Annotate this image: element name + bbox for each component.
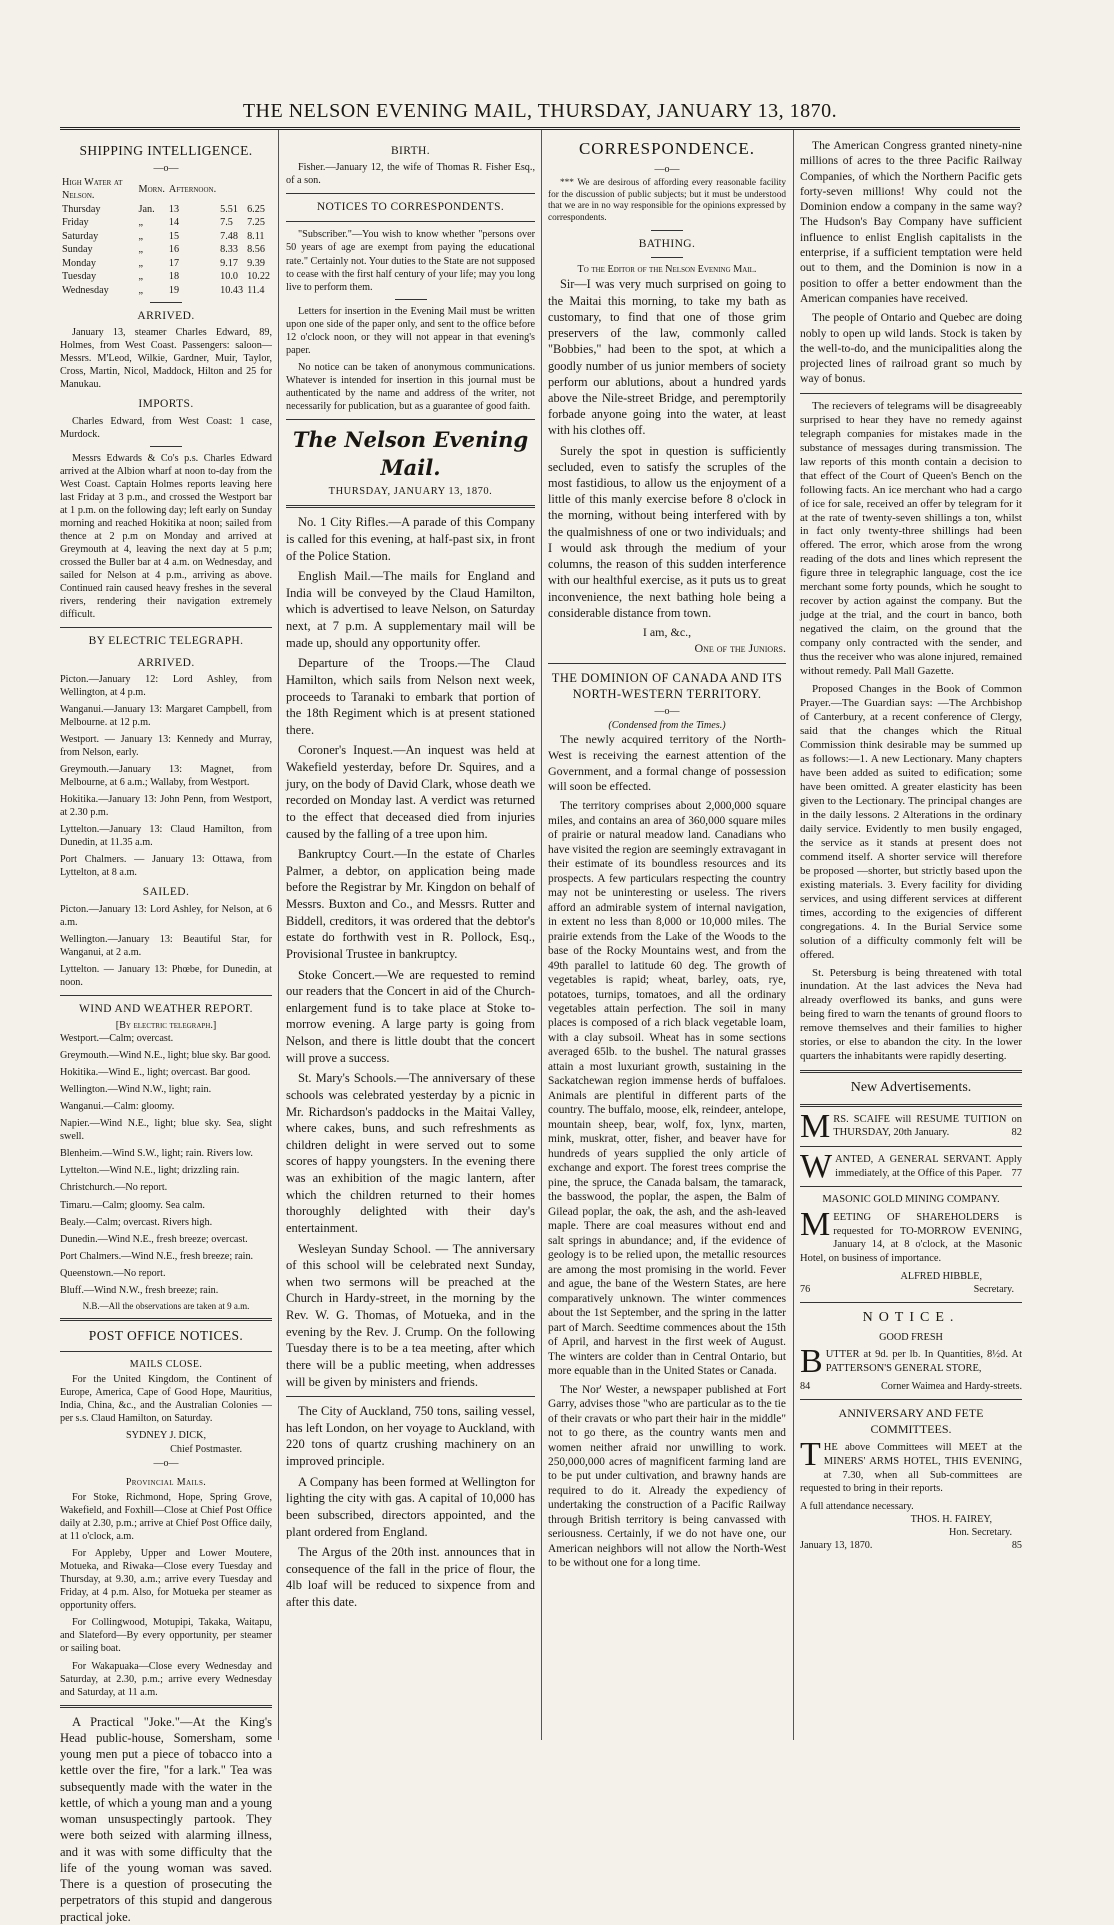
ad-text: HE above Committees will MEET at the MINERS' ARMS HOTEL, THIS EVENING, at 7.30, when all Sub-committees are requested to bring in their reports. bbox=[800, 1442, 1022, 1495]
divider bbox=[651, 230, 683, 231]
tide-cell-mon: „ bbox=[138, 257, 144, 269]
bathing-title: BATHING. bbox=[638, 238, 696, 251]
tide-cell-mon: „ bbox=[138, 230, 144, 242]
letter-paragraph-2: Surely the spot in question is sufficiently secluded, even to satisfy the scruples of the most fastidious, to allow us the enjoyment of a little of this manly exercise before 8 o'clock in the morning, without being interfered with by the qualmishness of one or two individuals; and I would ask through the medium of your columns, the reason of this sudden interference with our healthful exercise, as it puts us to great inconvenience, the next bathing hole being a considerable distance from town. bbox=[548, 443, 786, 620]
tide-row bbox=[60, 270, 272, 283]
telegraph-sailed-item: Picton.—January 13: Lord Ashley, for Nelson, at 6 a.m. bbox=[60, 903, 272, 928]
section-rule bbox=[60, 1318, 272, 1321]
practical-joke-article: A Practical "Joke."—At the King's Head public-house, Somersham, some young men put a piece of tobacco into a kettle over the fire, "for a lark." Tea was subsequently made with the water in the kettle, of which a young man and a young woman unsuspectingly partook. They were both seized with alarming illness, and it was with some difficulty that the life of the young woman was saved. There is a question of prosecuting the perpetrators of this stupid and dangerous practical joke. bbox=[60, 1714, 272, 1924]
tide-row bbox=[60, 216, 272, 229]
tide-cell-m: 9.17 bbox=[220, 257, 238, 269]
tide-header-place: High Water at Nelson. bbox=[62, 177, 123, 202]
telegraph-arrived-item: Lyttelton.—January 13: Claud Hamilton, from Dunedin, at 11.35 a.m. bbox=[60, 824, 272, 849]
ad-butter bbox=[800, 1343, 1022, 1381]
tide-cell-day: Wednesday bbox=[62, 284, 109, 296]
tide-row bbox=[60, 230, 272, 243]
shipping-title: SHIPPING INTELLIGENCE. bbox=[79, 143, 253, 158]
telegraph-arrived-item: Picton.—January 12: Lord Ashley, from Wellington, at 4 p.m. bbox=[60, 673, 272, 698]
section-rule bbox=[548, 663, 786, 664]
tide-row bbox=[60, 257, 272, 270]
provincial-mails-heading: Provincial Mails. bbox=[125, 1476, 207, 1488]
weather-report-item: Hokitika.—Wind E., light; overcast. Bar good. bbox=[60, 1067, 251, 1079]
tide-cell-day: Tuesday bbox=[62, 271, 97, 283]
tide-cell-d: 18 bbox=[168, 271, 180, 283]
telegraph-arrived-heading: ARRIVED. bbox=[137, 656, 195, 669]
tide-cell-mon: „ bbox=[138, 284, 144, 296]
tide-cell-m: 10.0 bbox=[220, 271, 238, 283]
tide-cell-d: 16 bbox=[168, 244, 180, 256]
weather-report-item: Wanganui.—Calm: gloomy. bbox=[60, 1101, 175, 1113]
column-1 bbox=[60, 138, 272, 1924]
telegraph-arrived-item: Greymouth.—January 13: Magnet, from Melbourne, at 6 a.m.; Wallaby, from Westport. bbox=[60, 763, 272, 789]
st-petersburg-article: St. Petersburg is being threatened with total inundation. At the last advices the Neva had already overflowed its banks, and guns were being fired to warn the tenants of ground floors to remove themselves and their families to higher stories, or else to abandon the city. In the lower quarters the inhabitants were rapidly deserting. bbox=[800, 966, 1022, 1063]
weather-report-item: Port Chalmers.—Wind N.E., fresh breeze; rain. bbox=[60, 1250, 254, 1262]
section-rule bbox=[60, 995, 272, 996]
masonic-heading: MASONIC GOLD MINING COMPANY. bbox=[822, 1194, 1000, 1206]
column-rule bbox=[541, 130, 542, 1740]
ontario-paragraph: The people of Ontario and Quebec are doing nobly to open up wild lands. Stock is taken by the well-to-do, and the municipalities along the projected lines of railroad grant so much by way of bonus. bbox=[800, 311, 1022, 386]
tide-header-afternoon: Afternoon. bbox=[168, 183, 217, 195]
news-item: Departure of the Troops.—The Claud Hamilton, which sails from Nelson next week, proceeds to Taranaki to embark that portion of the 18th Regiment which is at present stationed there. bbox=[286, 656, 535, 737]
tide-cell-day: Thursday bbox=[62, 203, 101, 215]
divider bbox=[651, 257, 683, 258]
butter-footer bbox=[800, 1380, 1022, 1393]
dominion-paragraph-1: The newly acquired territory of the North-West is receiving the earnest attention of the Government, and a formal change of possession will soon be effected. bbox=[548, 731, 786, 794]
prayer-book-article: Proposed Changes in the Book of Common Prayer.—The Guardian says: —The Archbishop of Canterbury, at a recent conference of Clergy, said that the changes which the Ritual Commission think desirable may be summed up as follows:—1. A new Lectionary. Many chapters have been added as suited to edification; some have been omitted. A greater elasticity has been given to the Lectionary. The principal changes are in the daily lessons. 2 Alterations in the ordinary daily service. Evidently to men busily engaged, the service as it stands at present does not commend itself. A shorter service will therefore be proposed —shorter, but strictly based upon the existing materials. 3. Every facility for dividing services, and using different services at different times, according to the exigencies of different congregations. 4. In the Burial Service some solution of a difficulty commonly felt will be offered. bbox=[800, 683, 1022, 961]
news-item: Bankruptcy Court.—In the estate of Charles Palmer, a debtor, on application being made before the Registrar by Mr. Kingdon on behalf of Messrs. Buxton and Co., and Messrs. Rutter and Biddell, creditors, it was ordered that the debtor's estate do forthwith vest in R. Pollock, Esq., Provisional Trustee in bankruptcy. bbox=[286, 847, 535, 961]
ad-number: 77 bbox=[1011, 1167, 1022, 1179]
tide-row bbox=[60, 243, 272, 256]
tide-header-morn: Morn. bbox=[138, 183, 165, 195]
provincial-mail-item: For Wakapuaka—Close every Wednesday and Saturday, at 2.30, p.m.; arrive every Wednesday and Saturday, at 11 a.m. bbox=[60, 1660, 272, 1698]
telegraph-arrived-item: Wanganui.—January 13: Margaret Campbell, from Melbourne. at 12 p.m. bbox=[60, 703, 272, 728]
anniversary-heading: ANNIVERSARY AND FETE COMMITTEES. bbox=[838, 1405, 984, 1436]
news-item: English Mail.—The mails for England and India will be conveyed by the Claud Hamilton, which is advertised to leave Nelson, on Saturday next, at 7 p.m. A supplementary mail will be made up, should any opportunity offer. bbox=[286, 569, 535, 650]
butter-address: Corner Waimea and Hardy-streets. bbox=[881, 1380, 1022, 1392]
dropcap: M bbox=[800, 1107, 831, 1145]
section-rule bbox=[286, 221, 535, 222]
tide-cell-day: Friday bbox=[62, 217, 89, 229]
weather-report-item: Wellington.—Wind N.W., light; rain. bbox=[60, 1084, 212, 1096]
news-item: St. Mary's Schools.—The anniversary of these schools was celebrated yesterday by a picnic in Mr. Richardson's paddocks in the Maitai Valley, where cakes, buns, and such refreshments as children delight in were served out to some scores of happy youngsters. In the evening there was an exhibition of the magic lantern, after which the children returned to their homes thoroughly delighted with their day's entertainment. bbox=[286, 1071, 535, 1235]
butter-heading: GOOD FRESH bbox=[879, 1332, 943, 1344]
anniversary-note: A full attendance necessary. bbox=[800, 1500, 914, 1512]
news-item: A Company has been formed at Wellington for lighting the city with gas. A capital of 10,000 has been subscribed, directors appointed, and the plant ordered from England. bbox=[286, 1474, 535, 1539]
weather-report-item: Christchurch.—No report. bbox=[60, 1182, 168, 1194]
provincial-mail-item: For Stoke, Richmond, Hope, Spring Grove, Wakefield, and Foxhill—Close at Chief Post Office daily at 2.30, p.m.; arrive at Chief Post Office daily, at 11 o'clock, a.m. bbox=[60, 1491, 272, 1543]
post-title: POST OFFICE NOTICES. bbox=[88, 1328, 244, 1344]
ad-general-servant bbox=[800, 1148, 1022, 1186]
weather-subtitle: [By electric telegraph.] bbox=[115, 1019, 217, 1031]
section-rule bbox=[800, 1104, 1022, 1107]
mails-close-text: For the United Kingdom, the Continent of Europe, America, Cape of Good Hope, Mauritius, India, China, &c., and the Australian Colonies —per s.s. Claud Hamilton, on Saturday. bbox=[60, 1374, 272, 1425]
section-rule bbox=[60, 627, 272, 628]
tide-cell-a: 8.56 bbox=[247, 244, 265, 256]
ad-number: 82 bbox=[1011, 1127, 1022, 1139]
birth-text: Fisher.—January 12, the wife of Thomas R. Fisher Esq., of a son. bbox=[286, 162, 535, 187]
provincial-mail-item: For Appleby, Upper and Lower Moutere, Motueka, and Riwaka—Close every Tuesday and Thursday, at 9.30, a.m.; arrive every Tuesday and Friday, at 4 p.m. Also, for Motueka per steamer as opportunity offers. bbox=[60, 1548, 272, 1612]
masonic-signature-title: Secretary. bbox=[973, 1283, 1014, 1295]
tide-table bbox=[60, 176, 272, 297]
letter-signature: One of the Juniors. bbox=[694, 640, 786, 655]
dominion-subtitle: (Condensed from the Times.) bbox=[608, 719, 726, 731]
news-item: Wesleyan Sunday School. — The anniversary of this school will be celebrated next Sunday, when two sermons will be preached at the Church in Hardy-street, in the morning by the Rev. W. G. Thomas, of Motueka, and in the evening by the Rev. J. Crump. On the following Tuesday there is to be a tea meeting, after which there will be a public meeting, when addresses will be given by ministers and friends. bbox=[286, 1241, 535, 1389]
provincial-mail-item: For Collingwood, Motupipi, Takaka, Waitapu, and Slateford—By every opportunity, per steamer or sailing boat. bbox=[60, 1617, 272, 1655]
news-item: No. 1 City Rifles.—A parade of this Company is called for this evening, at half-past six, in front of the Police Station. bbox=[286, 515, 535, 563]
new-advertisements-title: New Advertisements. bbox=[850, 1080, 972, 1096]
tide-cell-day: Sunday bbox=[62, 244, 93, 256]
dropcap: M bbox=[800, 1206, 831, 1244]
arrived-heading: ARRIVED. bbox=[137, 310, 195, 323]
tide-cell-m: 5.51 bbox=[220, 203, 238, 215]
telegraph-sailed-heading: SAILED. bbox=[142, 886, 190, 899]
tide-cell-day: Saturday bbox=[62, 230, 99, 242]
tide-cell-a: 10.22 bbox=[247, 271, 270, 283]
weather-report-item: Dunedin.—Wind N.E., fresh breeze; overcast. bbox=[60, 1233, 248, 1245]
notices-title: NOTICES TO CORRESPONDENTS. bbox=[316, 201, 505, 214]
ad-number: 76 bbox=[800, 1283, 811, 1295]
postmaster-name: SYDNEY J. DICK, bbox=[126, 1430, 206, 1442]
dropcap: W bbox=[800, 1148, 833, 1186]
section-rule bbox=[800, 393, 1022, 394]
paper-title: The Nelson Evening Mail. bbox=[292, 427, 529, 480]
paper-date: THURSDAY, JANUARY 13, 1870. bbox=[328, 486, 493, 498]
section-rule bbox=[800, 1070, 1022, 1073]
anniversary-signature-title: Hon. Secretary. bbox=[949, 1526, 1012, 1538]
dropcap: B bbox=[800, 1343, 823, 1381]
telegraph-sailed-item: Lyttelton. — January 13: Phœbe, for Dunedin, at noon. bbox=[60, 963, 272, 988]
weather-report-item: Greymouth.—Wind N.E., light; blue sky. Bar good. bbox=[60, 1050, 271, 1062]
ad-masonic-meeting bbox=[800, 1206, 1022, 1266]
column-2 bbox=[286, 138, 535, 1738]
news-item: The Argus of the 20th inst. announces that in consequence of the fall in the price of flour, the 4lb loaf will be reduced to sixpence from and after this date. bbox=[286, 1545, 535, 1610]
weather-report-item: Bluff.—Wind N.W., fresh breeze; rain. bbox=[60, 1284, 219, 1296]
section-rule bbox=[286, 1396, 535, 1397]
section-rule bbox=[800, 1146, 1022, 1147]
tide-row bbox=[60, 203, 272, 216]
ad-text: UTTER at 9d. per lb. In Quantities, 8½d. At PATTERSON'S GENERAL STORE, bbox=[825, 1349, 1022, 1374]
section-rule bbox=[60, 1351, 272, 1352]
edwards-report: Messrs Edwards & Co's p.s. Charles Edward arrived at the Albion wharf at noon to-day from the West Coast. Captain Holmes reports leaving here last Friday at 3 p.m., and crossed the Westport bar at 1 p.m. on the following day; left early on Sunday morning and reached Hokitika at noon; sailed from thence at 2 p.m on Monday and arrived at Greymouth at 4, leaving the next day at 5 p.m; crossed the Buller bar at 4 a.m. on Wednesday, and sailed for Nelson at 4 p.m., arriving as above. Continued rain caused heavy freshes in the several rivers, rendering their navigation extremely difficult. bbox=[60, 452, 272, 621]
weather-report-item: Bealy.—Calm; overcast. Rivers high. bbox=[60, 1216, 213, 1228]
anniversary-footer bbox=[800, 1539, 1022, 1552]
column-rule bbox=[278, 130, 279, 1740]
weather-report-item: Queenstown.—No report. bbox=[60, 1267, 166, 1279]
section-rule bbox=[800, 1399, 1022, 1400]
ad-number: 84 bbox=[800, 1380, 811, 1392]
notice-letters: Letters for insertion in the Evening Mail must be written upon one side of the paper only, and sent to the office before 12 o'clock noon, or they will not appear in that evening's paper. bbox=[286, 305, 535, 356]
masonic-signature: ALFRED HIBBLE, bbox=[900, 1270, 982, 1282]
telegraph-sailed-item: Wellington.—January 13: Beautiful Star, for Wanganui, at 2 a.m. bbox=[60, 933, 272, 958]
postmaster-title: Chief Postmaster. bbox=[170, 1443, 242, 1455]
tide-cell-mon: „ bbox=[138, 271, 144, 283]
section-rule bbox=[800, 1186, 1022, 1187]
tide-cell-m: 7.5 bbox=[220, 217, 233, 229]
section-rule bbox=[286, 193, 535, 194]
telegram-article: The recievers of telegrams will be disagreeably surprised to hear they have no remedy against telegraph companies for mistakes made in the substance of messages during transmission. The law reports of this month contain a decision to that effect of the Court of Queen's Bench on the following facts. An ice merchant who had a cargo of ice for sale, received an offer by telegram for it at the rate of twenty-seven shillings a ton, whilst in fact only twenty-three shillings had been offered. The error, which arose from the wrong reading of the dots and lines which represent the figure three in telegraphic language, cost the ice merchant some forty pounds, which he sought to recover by action against the company. But the judge at the trial, and the court in banco, both negatived the claim, on the ground that the company only contracted with the sender, and thus the receiver who was alone injured, remained without remedy. Pall Mall Gazette. bbox=[800, 399, 1022, 678]
masthead: THE NELSON EVENING MAIL, THURSDAY, JANUARY 13, 1870. bbox=[242, 100, 838, 122]
ad-text: EETING OF SHAREHOLDERS is requested for TO-MORROW EVENING, January 14, at 8 o'clock, at the Masonic Hotel, on business of importance. bbox=[800, 1212, 1022, 1265]
weather-report-item: Timaru.—Calm; gloomy. Sea calm. bbox=[60, 1199, 205, 1211]
tide-cell-d: 19 bbox=[168, 284, 180, 296]
section-rule bbox=[286, 505, 535, 508]
ad-anniversary-committees bbox=[800, 1436, 1022, 1496]
separator: —o— bbox=[654, 705, 680, 717]
separator: —o— bbox=[153, 1457, 179, 1469]
news-item: The City of Auckland, 750 tons, sailing vessel, has left London, on her voyage to Auckland, with 220 tons of quartz crushing machinery on an improved principle. bbox=[286, 1404, 535, 1469]
news-item: Coroner's Inquest.—An inquest was held at Wakefield yesterday, before Dr. Squires, and a jury, on the body of David Clark, whose death we recorded on Monday last. A verdict was returned to the effect that deceased died from injuries caused by the falling of a tree upon him. bbox=[286, 743, 535, 841]
column-rule bbox=[793, 130, 794, 1740]
weather-note: N.B.—All the observations are taken at 9 a.m. bbox=[82, 1300, 250, 1311]
telegraph-title: BY ELECTRIC TELEGRAPH. bbox=[88, 635, 244, 648]
imports-text: Charles Edward, from West Coast: 1 case, Murdock. bbox=[60, 415, 272, 440]
weather-report-item: Westport.—Calm; overcast. bbox=[60, 1033, 174, 1045]
weather-report-item: Lyttelton.—Wind N.E., light; drizzling rain. bbox=[60, 1165, 240, 1177]
tide-row bbox=[60, 284, 272, 297]
tide-cell-day: Monday bbox=[62, 257, 96, 269]
telegraph-arrived-item: Hokitika.—January 13: John Penn, from Westport, at 2.30 p.m. bbox=[60, 794, 272, 819]
ad-number: 85 bbox=[1011, 1540, 1022, 1552]
birth-title: BIRTH. bbox=[390, 145, 431, 157]
anniversary-signature: THOS. H. FAIREY, bbox=[910, 1513, 992, 1525]
ad-text: RS. SCAIFE will RESUME TUITION on THURSDAY, 20th January. bbox=[833, 1113, 1022, 1139]
ad-text: ANTED, A GENERAL SERVANT. Apply immediately, at the Office of this Paper. bbox=[835, 1154, 1022, 1179]
tide-cell-a: 6.25 bbox=[247, 203, 265, 215]
telegraph-arrived-item: Westport. — January 13: Kennedy and Murray, from Nelson, early. bbox=[60, 733, 272, 758]
weather-report-item: Napier.—Wind N.E., light; blue sky. Sea, slight swell. bbox=[60, 1118, 272, 1143]
tide-cell-mon: Jan. bbox=[138, 203, 155, 215]
separator: —o— bbox=[654, 164, 680, 176]
divider bbox=[395, 299, 427, 300]
dominion-paragraph-3: The Nor' Wester, a newspaper published at Fort Garry, advises those "who are particular as to the tie of their cravats or who part their hair in the middle" not to go there, as the country wants men and women neither afraid nor unwilling to work. 250,000,000 acres of magnificent farming land are to be put under cultivation, and brawny hands are required to do it. Already the expediency of undertaking the construction of a Pacific Railway through British territory is being canvassed with seriousness. Certainly, if we do not have one, our American neighbors will not allow the North-West to be without one for a long time. bbox=[548, 1383, 786, 1570]
tide-cell-mon: „ bbox=[138, 244, 144, 256]
section-rule bbox=[800, 1302, 1022, 1303]
tide-cell-mon: „ bbox=[138, 217, 144, 229]
letter-salutation: To the Editor of the Nelson Evening Mail. bbox=[577, 264, 757, 276]
tide-cell-m: 10.43 bbox=[220, 284, 244, 296]
tide-cell-a: 11.4 bbox=[247, 284, 265, 296]
divider bbox=[150, 302, 182, 303]
separator: —o— bbox=[153, 162, 179, 174]
masthead-rule bbox=[60, 127, 1020, 130]
dominion-paragraph-2: The territory comprises about 2,000,000 square miles, and contains an area of 360,000 square miles of prairie or natural meadow land. Canadians who have visited the region are seemingly extravagant in their estimate of its boundless resources and its prospects. A few particulars respecting the country may not be uninteresting or useless. The rivers afford an admirable system of internal navigation, in extent no less than 8,000 or 10,000 miles. The prairie extends from the Lake of the Woods to the base of the Rocky Mountains west, and from the 49th parallel to latitude 60 deg. The growth of vegetables is rapid; wheat, barley, oats, rye, potatoes, turnips, tomatoes, and all the ordinary vegetables attain perfection. The soil in many places is composed of a rich black vegetable loam, with a clay subsoil. Wheat has in some sections averaged 65lb. to the bushel. The natural grasses attain a most luxuriant growth, sustaining in the Sackatchewan region immense herds of buffaloes. Animals are plentiful in different parts of the country. The buffalo, moose, elk, reindeer, antelope, mountain sheep, bear, wolf, fox, lynx, marten, mink, muskrat, otter, fisher, and beaver have for hundreds of years supplied the only article of exchange and export. The forest trees comprise the pine, the spruce, the Canada balsam, the tamarack, the basswood, the poplar, the aspen, the Balm of Gilead poplar, the oak, the ash, and the ash-leaved maple. There are coal measures without end and salt springs in abundance; and, if the evidence of geology is to be relied upon, the metallic resources are among the most promising in the world. Fever and ague, the bane of the Western States, are here comparatively unknown. The winter commences about the 1st September, and the spring in the latter part of March. Seedtime commences about the 15th of April, and harvest in the first week of August. The winters are colder than in Central Ontario, but more equable than in the United States or Canada. bbox=[548, 800, 786, 1378]
section-rule bbox=[60, 1705, 272, 1708]
section-rule bbox=[286, 419, 535, 420]
tide-cell-m: 7.48 bbox=[220, 230, 238, 242]
tide-cell-d: 14 bbox=[168, 217, 180, 229]
notice-heading: NOTICE. bbox=[862, 1309, 960, 1325]
news-item: Stoke Concert.—We are requested to remind our readers that the Concert in aid of the Church-enlargement fund is to take place at Stoke to-morrow evening. A large party is going from Nelson, and there is little doubt that the concert will prove a success. bbox=[286, 967, 535, 1065]
railway-paragraph: The American Congress granted ninety-nine millions of acres to the three Pacific Railway Companies, of which the Northern Pacific gets forty-seven millions! Why could not the Dominion endow a company in the same way? The Hudson's Bay Company have sufficient influence to enlist English capitalists in the enterprise, if a sufficient temptation were held out to them, and the Dominion is now in a position to offer a better endowment than the American companies have received. bbox=[800, 139, 1022, 305]
notice-anonymous: No notice can be taken of anonymous communications. Whatever is intended for insertion in this journal must be authenticated by the name and address of the writer, not necessarily for publication, but as a guarantee of good faith. bbox=[286, 361, 535, 412]
divider bbox=[150, 446, 182, 447]
weather-report-item: Blenheim.—Wind S.W., light; rain. Rivers low. bbox=[60, 1148, 253, 1160]
arrived-text: January 13, steamer Charles Edward, 89, Holmes, from West Coast. Passengers: saloon—Messrs. M'Leod, Wilkie, Gardner, Muir, Taylor, Cross, Martin, Nicol, Maddock, Hilton and 25 for Manukau. bbox=[60, 327, 272, 391]
correspondence-title: CORRESPONDENCE. bbox=[578, 139, 756, 158]
ad-scaife-tuition bbox=[800, 1107, 1022, 1145]
weather-title: WIND AND WEATHER REPORT. bbox=[79, 1002, 253, 1015]
tide-cell-a: 9.39 bbox=[247, 257, 265, 269]
letter-closing: I am, &c., bbox=[642, 625, 692, 639]
correspondence-disclaimer: *** We are desirous of affording every reasonable facility for the discussion of public subjects; but it must be understood that we are in no way responsible for the opinions expressed by correspondents. bbox=[548, 177, 786, 224]
masonic-footer bbox=[800, 1283, 1022, 1296]
notice-subscriber: "Subscriber."—You wish to know whether "persons over 50 years of age are exempt from paying the educational rate." Certainly not. Your duties to the State are not supposed to cease with the first half century of your life; may you long live to perform them. bbox=[286, 229, 535, 293]
mails-close-heading: MAILS CLOSE. bbox=[129, 1359, 203, 1371]
dropcap: T bbox=[800, 1436, 821, 1474]
letter-paragraph-1: Sir—I was very much surprised on going to the Maitai this morning, to take my bath as customary, to find that one of those grim preservers of the law, commonly called "Bobbies," had been to the spot, at which a goodly number of us junior members of society perform our ablutions, about a hundred yards above the Nile-street Bridge, and peremptorily forbade anyone going into the water, at least with his clothes off. bbox=[548, 277, 786, 438]
column-3 bbox=[548, 138, 786, 1738]
telegraph-arrived-item: Port Chalmers. — January 13: Ottawa, from Lyttelton, at 8 a.m. bbox=[60, 854, 272, 879]
dominion-title: THE DOMINION OF CANADA AND ITS NORTH-WESTERN TERRITORY. bbox=[551, 670, 783, 702]
tide-cell-d: 13 bbox=[168, 203, 180, 215]
tide-cell-a: 7.25 bbox=[247, 217, 265, 229]
column-4 bbox=[800, 138, 1022, 1738]
tide-cell-m: 8.33 bbox=[220, 244, 238, 256]
tide-cell-a: 8.11 bbox=[247, 230, 265, 242]
tide-cell-d: 17 bbox=[168, 257, 180, 269]
tide-cell-d: 15 bbox=[168, 230, 180, 242]
anniversary-date: January 13, 1870. bbox=[800, 1540, 873, 1552]
imports-heading: IMPORTS. bbox=[138, 398, 194, 411]
